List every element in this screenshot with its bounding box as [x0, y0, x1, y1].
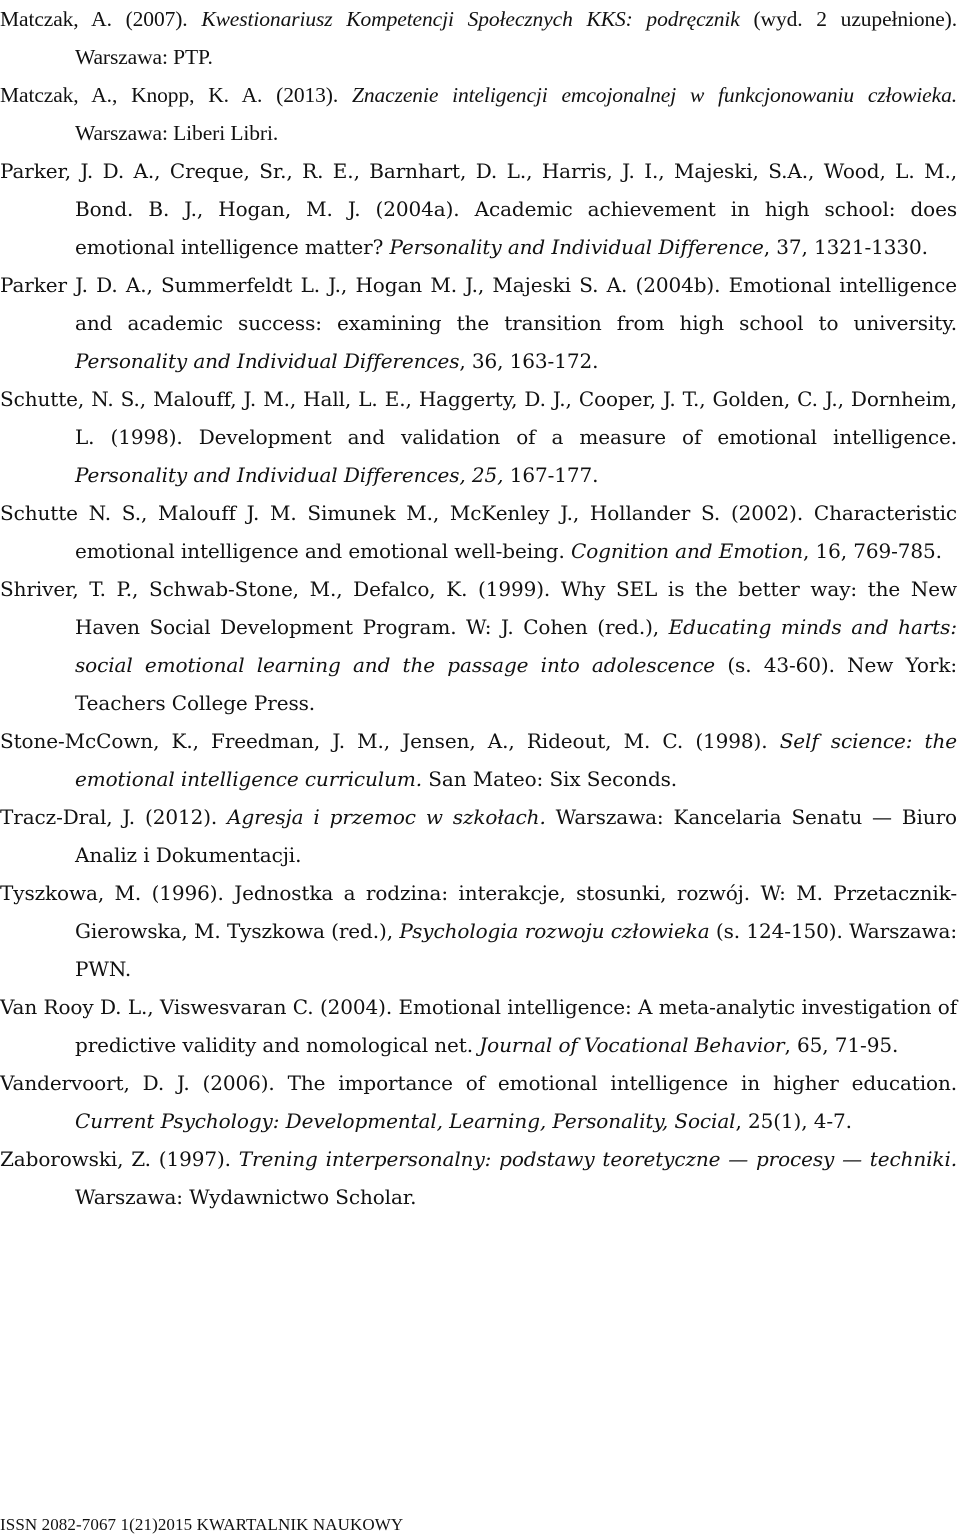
reference-text: Warszawa: Wydawnictwo Scholar. [75, 1185, 417, 1209]
reference-entry [0, 798, 957, 874]
reference-text: Vandervoort, D. J. (2006). The importance of emotional intelligence in higher education. [0, 1071, 957, 1095]
reference-title-italic: Educating minds and harts: social emotional learning and the passage into adolescence [75, 615, 957, 677]
reference-text: Tyszkowa, M. (1996). Jednostka a rodzina: interakcje, stosunki, rozwój. W: M. Przetacznik-Gierowska, M. Tyszkowa (red.), [0, 881, 957, 943]
reference-entry [0, 1064, 957, 1140]
reference-title-italic: Self science: the emotional intelligence curriculum. [75, 729, 957, 791]
reference-title-italic: Agresja i przemoc w szkołach. [227, 805, 546, 829]
reference-text: (wyd. 2 uzupełnione). Warszawa: PTP. [75, 7, 957, 69]
reference-text: , 25(1), 4-7. [735, 1109, 852, 1133]
reference-text: Tracz-Dral, J. (2012). [0, 805, 228, 829]
reference-entry [0, 266, 957, 380]
reference-title-italic: Znaczenie inteligencji emcojonalnej w funkcjonowaniu człowieka. [351, 83, 957, 107]
reference-entry [0, 1140, 957, 1216]
reference-title-italic: Personality and Individual Differences [75, 349, 460, 373]
reference-text: San Mateo: Six Seconds. [422, 767, 678, 791]
reference-text: Zaborowski, Z. (1997). [0, 1147, 239, 1171]
reference-text: Van Rooy D. L., Viswesvaran C. (2004). Emotional intelligence: A meta-analytic investigation of predictive validity and nomological net. [0, 995, 957, 1057]
reference-text: Parker J. D. A., Summerfeldt L. J., Hogan M. J., Majeski S. A. (2004b). Emotional intelligence and academic success: examining the transition from high school to university. [0, 273, 957, 335]
reference-text: Parker, J. D. A., Creque, Sr., R. E., Barnhart, D. L., Harris, J. I., Majeski, S.A., Wood, L. M., Bond. B. J., Hogan, M. J. (2004a). [0, 159, 957, 221]
reference-entry [0, 722, 957, 798]
reference-text: (s. 124-150). Warszawa: PWN. [75, 919, 957, 981]
reference-entry [0, 570, 957, 722]
reference-title-italic: Current Psychology: Developmental, Learning, Personality, Social [75, 1109, 736, 1133]
reference-entry [0, 0, 957, 76]
reference-text: Matczak, A. (2007). [0, 7, 202, 31]
reference-text: Academic achievement in high school: does emotional intelligence matter? [75, 197, 957, 259]
reference-text: , 16, 769-785. [802, 539, 942, 563]
reference-title-italic: Personality and Individual Difference [389, 235, 764, 259]
reference-text: Stone-McCown, K., Freedman, J. M., Jensen, A., Rideout, M. C. (1998). [0, 729, 780, 753]
reference-text: Schutte N. S., Malouff J. M. Simunek M., McKenley J., Hollander S. (2002). Characteristic emotional intelligence and emotional well-being. [0, 501, 957, 563]
reference-entry [0, 76, 957, 152]
reference-title-italic: Journal of Vocational Behavior [479, 1033, 785, 1057]
reference-title-italic: Psychologia rozwoju człowieka [399, 919, 710, 943]
reference-text: Warszawa: Liberi Libri. [75, 121, 279, 145]
reference-text: , 37, 1321-1330. [763, 235, 928, 259]
reference-entry [0, 874, 957, 988]
reference-text: Shriver, T. P., Schwab-Stone, M., Defalco, K. (1999). Why SEL is the better way: the New Haven Social Development Program. W: J. Cohen (red.), [0, 577, 957, 639]
reference-title-italic: Personality and Individual Differences, 25, [75, 463, 504, 487]
reference-title-italic: Kwestionariusz Kompetencji Społecznych KKS: podręcznik [201, 7, 740, 31]
reference-text: Schutte, N. S., Malouff, J. M., Hall, L. E., Haggerty, D. J., Cooper, J. T., Golden, C. J., Dornheim, L. (1998). Development and validation of a measure of emotional intelligence. [0, 387, 957, 449]
reference-text: Matczak, A., Knopp, K. A. (2013). [0, 83, 352, 107]
reference-text: 167-177. [503, 463, 599, 487]
reference-text: Warszawa: Kancelaria Senatu — Biuro Analiz i Dokumentacji. [75, 805, 957, 867]
reference-title-italic: Cognition and Emotion [571, 539, 803, 563]
reference-text: , 65, 71-95. [784, 1033, 899, 1057]
page-footer: ISSN 2082-7067 1(21)2015 KWARTALNIK NAUKOWY [0, 1515, 404, 1534]
reference-entry [0, 380, 957, 494]
reference-text: , 36, 163-172. [459, 349, 599, 373]
reference-entry [0, 988, 957, 1064]
reference-entry [0, 152, 957, 266]
reference-text: (s. 43-60). New York: Teachers College Press. [75, 653, 957, 715]
reference-title-italic: Trening interpersonalny: podstawy teoretyczne — procesy — techniki. [238, 1147, 957, 1171]
reference-entry [0, 494, 957, 570]
